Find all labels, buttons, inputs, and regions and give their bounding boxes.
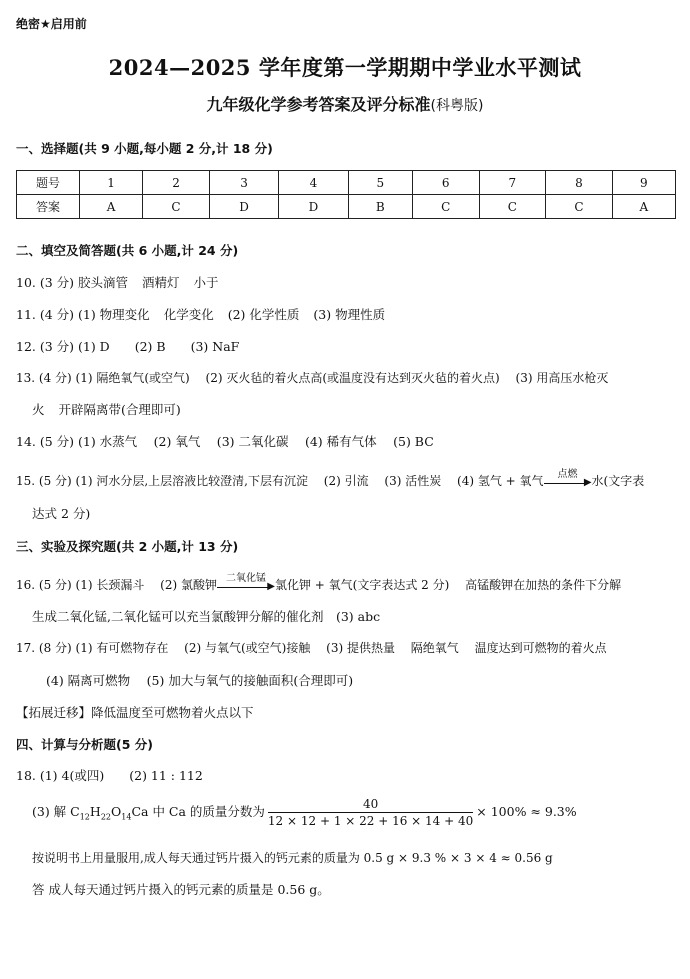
table-row bbox=[17, 171, 676, 195]
table-cell: 2 bbox=[143, 171, 210, 195]
q11-part-a: 11. (4 分) (1) 物理变化 bbox=[16, 307, 150, 322]
q16-part-b: 氯化钾 + 氧气(文字表达式 2 分) 高锰酸钾在加热的条件下分解 bbox=[274, 578, 622, 592]
answer-q17-line2: (4) 隔离可燃物 (5) 加大与氧气的接触面积(合理即可) bbox=[46, 673, 354, 688]
reaction-arrow: 点燃 ▶ bbox=[544, 475, 592, 489]
table-cell: 1 bbox=[80, 171, 143, 195]
table-cell: B bbox=[348, 195, 412, 219]
answer-q18-line1: 18. (1) 4(或四) (2) 11 : 112 bbox=[16, 768, 203, 783]
reaction-condition: 点燃 bbox=[557, 468, 578, 480]
answer-q16-line2: 生成二氧化锰,二氧化锰可以充当氯酸钾分解的催化剂 (3) abc bbox=[32, 609, 381, 624]
fraction-denominator: 12 × 12 + 1 × 22 + 16 × 14 + 40 bbox=[267, 814, 474, 828]
section-calculation-heading: 四、计算与分析题(5 分) bbox=[16, 737, 153, 752]
page-title: 2024—2025 学年度第一学期期中学业水平测试 bbox=[108, 55, 582, 80]
calc-prefix: (3) 解 C bbox=[32, 804, 80, 819]
answer-q13-line1: 13. (4 分) (1) 隔绝氧气(或空气) (2) 灭火毡的着火点高(或温度没有达到灭火毡的着火点) (3) 用高压水枪灭 bbox=[16, 371, 609, 385]
mass-fraction bbox=[268, 797, 473, 828]
q13-part-a: 火 bbox=[32, 402, 45, 417]
answer-q18-line4: 答 成人每天通过钙片摄入的钙元素的质量是 0.56 g。 bbox=[32, 882, 330, 897]
table-cell: 5 bbox=[348, 171, 412, 195]
q16-part-a: 16. (5 分) (1) 长颈漏斗 (2) 氯酸钾 bbox=[16, 578, 217, 592]
table-cell: C bbox=[479, 195, 546, 219]
section-choice-heading: 一、选择题(共 9 小题,每小题 2 分,计 18 分) bbox=[16, 141, 273, 156]
fraction-numerator: 40 bbox=[268, 797, 473, 813]
table-cell: A bbox=[80, 195, 143, 219]
answer-q12: 12. (3 分) (1) D (2) B (3) NaF bbox=[16, 339, 240, 354]
answer-q15-line1 bbox=[16, 468, 645, 489]
extension-answer: 【拓展迁移】降低温度至可燃物着火点以下 bbox=[16, 705, 254, 720]
calc-suffix: × 100% ≈ 9.3% bbox=[476, 804, 577, 819]
q15-part-b: 水(文字表 bbox=[591, 474, 645, 488]
answer-q14: 14. (5 分) (1) 水蒸气 (2) 氧气 (3) 二氧化碳 (4) 稀有气体 (5) BC bbox=[16, 434, 434, 449]
q15-part-a: 15. (5 分) (1) 河水分层,上层溶液比较澄清,下层有沉淀 (2) 引流 (3) 活性炭 (4) 氢气 + 氧气 bbox=[16, 474, 544, 488]
table-cell: C bbox=[412, 195, 479, 219]
answer-q10 bbox=[16, 273, 219, 291]
answer-q11 bbox=[16, 305, 385, 323]
table-cell: 6 bbox=[412, 171, 479, 195]
q11-part-c: (2) 化学性质 bbox=[227, 307, 300, 322]
reaction-arrow: 二氧化锰 ▶ bbox=[217, 579, 275, 593]
edition-label: (科粤版) bbox=[430, 98, 484, 114]
page-subtitle bbox=[0, 92, 690, 115]
table-row bbox=[17, 195, 676, 219]
table-cell: 3 bbox=[209, 171, 278, 195]
answer-q15-line2: 达式 2 分) bbox=[32, 506, 91, 521]
table-cell: C bbox=[546, 195, 613, 219]
q10-part-a: 10. (3 分) 胶头滴管 bbox=[16, 275, 129, 290]
table-cell: A bbox=[612, 195, 675, 219]
table-cell: 4 bbox=[279, 171, 348, 195]
answer-q13-line2 bbox=[32, 400, 181, 418]
table-cell: D bbox=[279, 195, 348, 219]
reaction-condition: 二氧化锰 bbox=[225, 572, 266, 584]
q10-part-b: 酒精灯 bbox=[142, 275, 180, 290]
answer-q16-line1 bbox=[16, 572, 622, 593]
q11-part-b: 化学变化 bbox=[163, 307, 214, 322]
q11-part-d: (3) 物理性质 bbox=[313, 307, 386, 322]
table-cell: D bbox=[209, 195, 278, 219]
answer-q17-line1: 17. (8 分) (1) 有可燃物存在 (2) 与氧气(或空气)接触 (3) 提供热量 隔绝氧气 温度达到可燃物的着火点 bbox=[16, 641, 607, 655]
table-cell: 7 bbox=[479, 171, 546, 195]
section-fill-heading: 二、填空及简答题(共 6 小题,计 24 分) bbox=[16, 243, 239, 258]
answer-table bbox=[16, 170, 676, 219]
table-cell-label: 题号 bbox=[17, 171, 80, 195]
table-cell: 9 bbox=[612, 171, 675, 195]
answer-q18-line3: 按说明书上用量服用,成人每天通过钙片摄入的钙元素的质量为 0.5 g × 9.3 % × 3 × 4 ≈ 0.56 g bbox=[32, 851, 553, 865]
confidential-label: 绝密★启用前 bbox=[16, 17, 87, 31]
q13-part-b: 开辟隔离带(合理即可) bbox=[58, 402, 181, 417]
subtitle-text: 九年级化学参考答案及评分标准 bbox=[206, 95, 431, 114]
table-cell: 8 bbox=[546, 171, 613, 195]
table-cell-label: 答案 bbox=[17, 195, 80, 219]
calc-mid: 中 Ca 的质量分数为 bbox=[152, 804, 265, 819]
answer-q18-calc: (3) 解 $C_{12}H_{22}O_{14}Ca$ 中 Ca 的质量分数为 $\frac{40}{12 \times 12 + 1 \times 22 + 16 \times 14 + 40}$ × 100% ≈ 9.3% bbox=[32, 797, 577, 828]
section-experiment-heading: 三、实验及探究题(共 2 小题,计 13 分) bbox=[16, 539, 239, 554]
table-cell: C bbox=[143, 195, 210, 219]
q10-part-c: 小于 bbox=[193, 275, 219, 290]
